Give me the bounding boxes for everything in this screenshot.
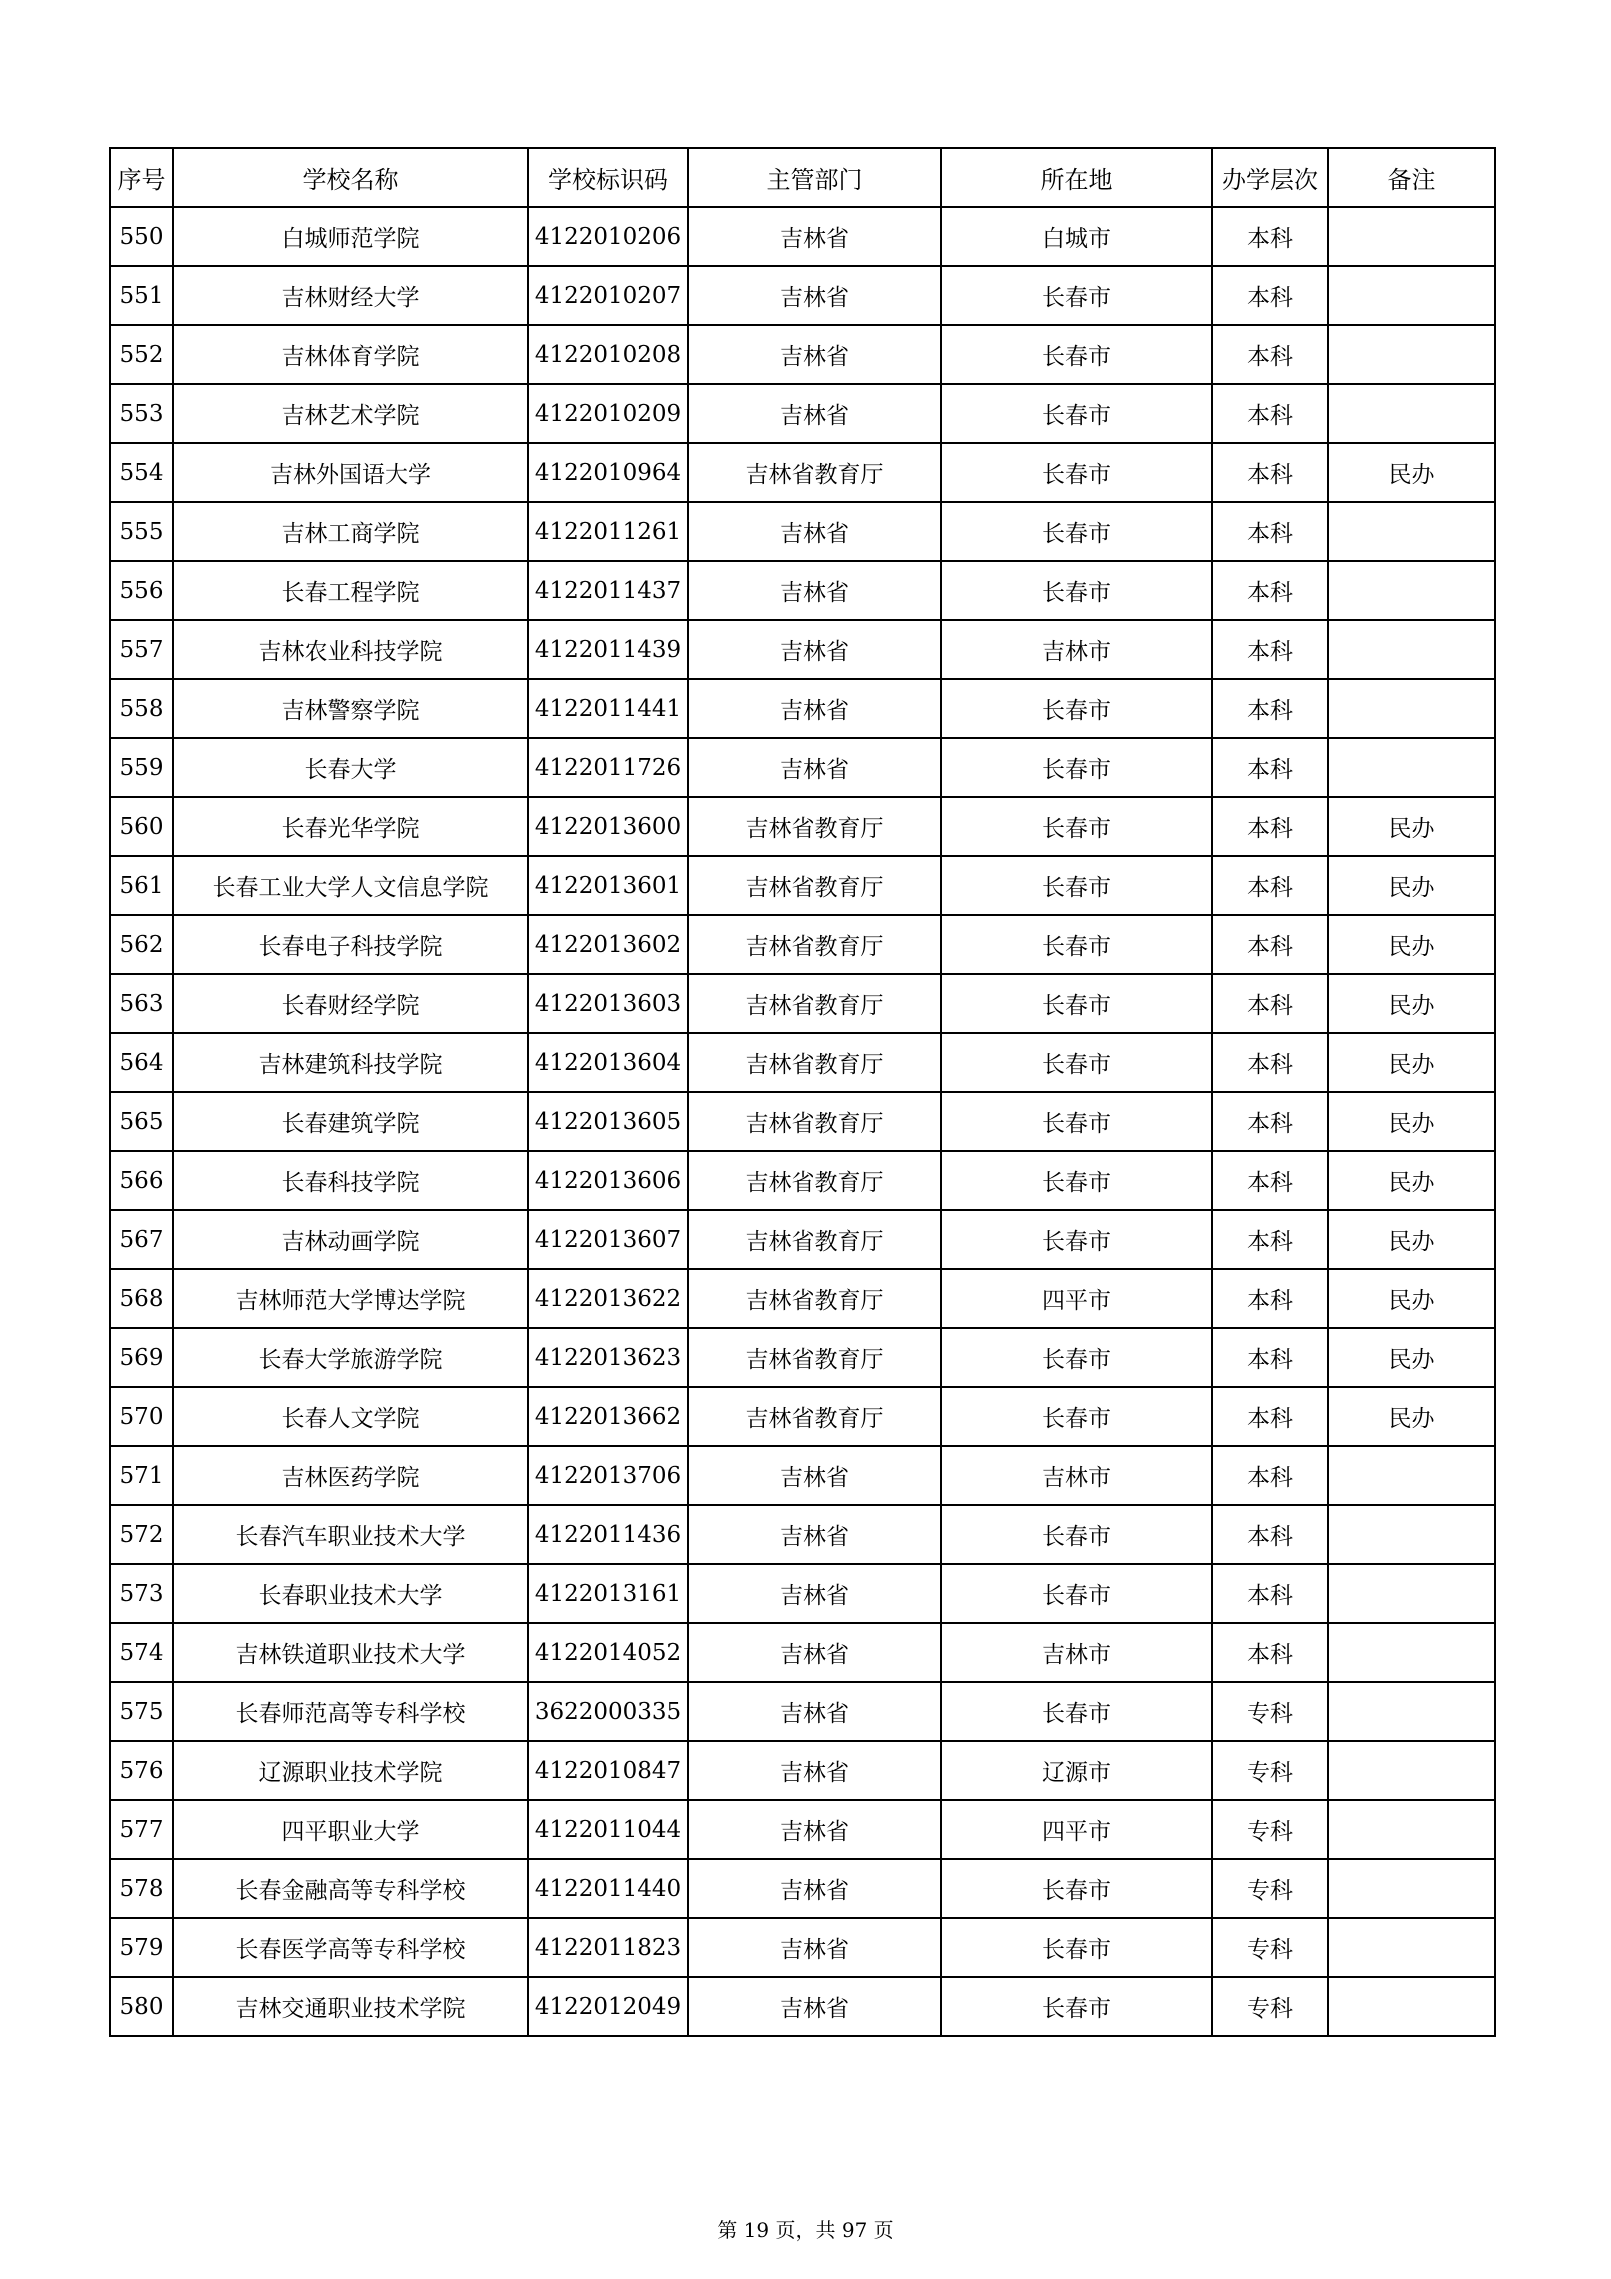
header-department: 主管部门	[688, 148, 941, 207]
table-row	[110, 856, 1495, 915]
cell-seq: 579	[110, 1918, 173, 1977]
cell-remarks: 民办	[1328, 974, 1495, 1033]
cell-location: 长春市	[941, 974, 1212, 1033]
cell-school-name: 吉林农业科技学院	[173, 620, 528, 679]
cell-department: 吉林省教育厅	[688, 443, 941, 502]
cell-remarks: 民办	[1328, 1151, 1495, 1210]
cell-level: 专科	[1212, 1741, 1328, 1800]
table-row	[110, 1210, 1495, 1269]
cell-department: 吉林省	[688, 1446, 941, 1505]
cell-level: 本科	[1212, 1623, 1328, 1682]
cell-school-code: 4122011044	[528, 1800, 688, 1859]
cell-school-code: 4122011823	[528, 1918, 688, 1977]
cell-location: 长春市	[941, 443, 1212, 502]
cell-remarks: 民办	[1328, 797, 1495, 856]
cell-school-name: 长春师范高等专科学校	[173, 1682, 528, 1741]
cell-school-code: 4122013607	[528, 1210, 688, 1269]
cell-remarks	[1328, 1918, 1495, 1977]
cell-school-code: 4122011441	[528, 679, 688, 738]
cell-seq: 566	[110, 1151, 173, 1210]
cell-location: 长春市	[941, 1151, 1212, 1210]
cell-school-name: 吉林警察学院	[173, 679, 528, 738]
cell-department: 吉林省	[688, 1505, 941, 1564]
header-school-code: 学校标识码	[528, 148, 688, 207]
cell-location: 辽源市	[941, 1741, 1212, 1800]
cell-department: 吉林省教育厅	[688, 1210, 941, 1269]
table-header-row	[110, 148, 1495, 207]
cell-school-code: 4122013606	[528, 1151, 688, 1210]
cell-department: 吉林省	[688, 1564, 941, 1623]
cell-school-code: 4122010847	[528, 1741, 688, 1800]
cell-location: 吉林市	[941, 1446, 1212, 1505]
cell-department: 吉林省	[688, 325, 941, 384]
cell-department: 吉林省教育厅	[688, 1328, 941, 1387]
header-location: 所在地	[941, 148, 1212, 207]
cell-school-name: 吉林交通职业技术学院	[173, 1977, 528, 2036]
cell-school-code: 4122013603	[528, 974, 688, 1033]
table-row	[110, 738, 1495, 797]
cell-school-name: 吉林艺术学院	[173, 384, 528, 443]
cell-level: 本科	[1212, 325, 1328, 384]
cell-school-name: 吉林建筑科技学院	[173, 1033, 528, 1092]
cell-seq: 578	[110, 1859, 173, 1918]
cell-remarks	[1328, 679, 1495, 738]
table-row	[110, 1033, 1495, 1092]
cell-seq: 554	[110, 443, 173, 502]
cell-location: 四平市	[941, 1269, 1212, 1328]
cell-department: 吉林省	[688, 502, 941, 561]
cell-level: 本科	[1212, 207, 1328, 266]
table-row	[110, 915, 1495, 974]
cell-level: 本科	[1212, 443, 1328, 502]
cell-school-code: 4122011440	[528, 1859, 688, 1918]
cell-seq: 573	[110, 1564, 173, 1623]
table-row	[110, 679, 1495, 738]
cell-location: 吉林市	[941, 1623, 1212, 1682]
cell-department: 吉林省教育厅	[688, 915, 941, 974]
page-footer: 第 19 页，共 97 页	[717, 2218, 894, 2242]
cell-level: 本科	[1212, 679, 1328, 738]
cell-school-code: 4122013706	[528, 1446, 688, 1505]
cell-seq: 576	[110, 1741, 173, 1800]
table-row	[110, 384, 1495, 443]
cell-location: 吉林市	[941, 620, 1212, 679]
cell-seq: 562	[110, 915, 173, 974]
cell-location: 长春市	[941, 797, 1212, 856]
cell-seq: 564	[110, 1033, 173, 1092]
cell-school-name: 长春金融高等专科学校	[173, 1859, 528, 1918]
cell-location: 长春市	[941, 915, 1212, 974]
cell-school-code: 4122011439	[528, 620, 688, 679]
cell-school-code: 4122013161	[528, 1564, 688, 1623]
cell-school-name: 长春电子科技学院	[173, 915, 528, 974]
cell-location: 长春市	[941, 1564, 1212, 1623]
cell-seq: 557	[110, 620, 173, 679]
cell-level: 本科	[1212, 1505, 1328, 1564]
table-row	[110, 1269, 1495, 1328]
cell-remarks	[1328, 1977, 1495, 2036]
cell-level: 本科	[1212, 915, 1328, 974]
cell-remarks	[1328, 738, 1495, 797]
cell-level: 本科	[1212, 1210, 1328, 1269]
table-row	[110, 1446, 1495, 1505]
cell-school-name: 吉林外国语大学	[173, 443, 528, 502]
cell-seq: 553	[110, 384, 173, 443]
cell-seq: 551	[110, 266, 173, 325]
cell-seq: 577	[110, 1800, 173, 1859]
cell-school-name: 吉林财经大学	[173, 266, 528, 325]
table-row	[110, 1564, 1495, 1623]
cell-location: 长春市	[941, 856, 1212, 915]
cell-remarks	[1328, 1859, 1495, 1918]
cell-school-code: 4122013602	[528, 915, 688, 974]
cell-level: 本科	[1212, 856, 1328, 915]
cell-seq: 565	[110, 1092, 173, 1151]
table-body	[110, 207, 1495, 2036]
cell-remarks: 民办	[1328, 1210, 1495, 1269]
cell-level: 本科	[1212, 797, 1328, 856]
cell-department: 吉林省教育厅	[688, 797, 941, 856]
cell-school-code: 4122011261	[528, 502, 688, 561]
header-level: 办学层次	[1212, 148, 1328, 207]
cell-remarks: 民办	[1328, 1269, 1495, 1328]
cell-seq: 570	[110, 1387, 173, 1446]
cell-department: 吉林省教育厅	[688, 1151, 941, 1210]
cell-remarks: 民办	[1328, 1092, 1495, 1151]
cell-seq: 575	[110, 1682, 173, 1741]
cell-department: 吉林省教育厅	[688, 1033, 941, 1092]
cell-department: 吉林省	[688, 1800, 941, 1859]
cell-location: 长春市	[941, 1033, 1212, 1092]
cell-department: 吉林省	[688, 1918, 941, 1977]
cell-seq: 558	[110, 679, 173, 738]
table-row	[110, 207, 1495, 266]
cell-school-code: 4122010206	[528, 207, 688, 266]
cell-department: 吉林省	[688, 1859, 941, 1918]
cell-school-name: 吉林医药学院	[173, 1446, 528, 1505]
cell-school-code: 4122013662	[528, 1387, 688, 1446]
table-row	[110, 1328, 1495, 1387]
cell-school-code: 4122013623	[528, 1328, 688, 1387]
cell-department: 吉林省	[688, 738, 941, 797]
cell-remarks	[1328, 1682, 1495, 1741]
cell-location: 长春市	[941, 1505, 1212, 1564]
cell-school-name: 长春光华学院	[173, 797, 528, 856]
table-row	[110, 1741, 1495, 1800]
cell-location: 长春市	[941, 1682, 1212, 1741]
cell-level: 本科	[1212, 384, 1328, 443]
cell-location: 长春市	[941, 1092, 1212, 1151]
cell-school-code: 4122013604	[528, 1033, 688, 1092]
cell-department: 吉林省	[688, 266, 941, 325]
cell-school-name: 长春财经学院	[173, 974, 528, 1033]
cell-school-code: 4122010209	[528, 384, 688, 443]
cell-location: 长春市	[941, 325, 1212, 384]
cell-location: 长春市	[941, 1328, 1212, 1387]
cell-location: 长春市	[941, 502, 1212, 561]
table-row	[110, 620, 1495, 679]
cell-school-code: 4122011436	[528, 1505, 688, 1564]
table-row	[110, 1800, 1495, 1859]
cell-level: 本科	[1212, 974, 1328, 1033]
cell-remarks	[1328, 325, 1495, 384]
cell-level: 专科	[1212, 1682, 1328, 1741]
cell-remarks: 民办	[1328, 856, 1495, 915]
cell-seq: 580	[110, 1977, 173, 2036]
cell-remarks	[1328, 561, 1495, 620]
table-row	[110, 1092, 1495, 1151]
cell-remarks	[1328, 1564, 1495, 1623]
cell-remarks: 民办	[1328, 1387, 1495, 1446]
cell-remarks: 民办	[1328, 1328, 1495, 1387]
cell-level: 本科	[1212, 1151, 1328, 1210]
cell-department: 吉林省	[688, 1977, 941, 2036]
cell-department: 吉林省教育厅	[688, 974, 941, 1033]
cell-department: 吉林省	[688, 1623, 941, 1682]
table-row	[110, 561, 1495, 620]
cell-school-name: 长春大学旅游学院	[173, 1328, 528, 1387]
cell-remarks	[1328, 1741, 1495, 1800]
cell-department: 吉林省	[688, 561, 941, 620]
cell-level: 专科	[1212, 1977, 1328, 2036]
cell-seq: 559	[110, 738, 173, 797]
table-row	[110, 1505, 1495, 1564]
cell-department: 吉林省	[688, 620, 941, 679]
cell-school-name: 长春职业技术大学	[173, 1564, 528, 1623]
cell-seq: 560	[110, 797, 173, 856]
cell-level: 本科	[1212, 1564, 1328, 1623]
cell-remarks	[1328, 266, 1495, 325]
cell-location: 白城市	[941, 207, 1212, 266]
cell-seq: 550	[110, 207, 173, 266]
header-remarks: 备注	[1328, 148, 1495, 207]
cell-department: 吉林省	[688, 207, 941, 266]
header-school-name: 学校名称	[173, 148, 528, 207]
cell-department: 吉林省	[688, 1741, 941, 1800]
cell-department: 吉林省教育厅	[688, 1092, 941, 1151]
cell-school-name: 吉林体育学院	[173, 325, 528, 384]
table-row	[110, 797, 1495, 856]
cell-level: 本科	[1212, 1328, 1328, 1387]
cell-remarks	[1328, 1623, 1495, 1682]
cell-level: 本科	[1212, 1387, 1328, 1446]
cell-seq: 569	[110, 1328, 173, 1387]
cell-remarks	[1328, 1446, 1495, 1505]
cell-level: 本科	[1212, 1446, 1328, 1505]
cell-level: 专科	[1212, 1918, 1328, 1977]
table-row	[110, 443, 1495, 502]
cell-school-name: 吉林铁道职业技术大学	[173, 1623, 528, 1682]
cell-remarks	[1328, 620, 1495, 679]
cell-school-name: 长春科技学院	[173, 1151, 528, 1210]
table-row	[110, 1859, 1495, 1918]
cell-level: 本科	[1212, 620, 1328, 679]
cell-location: 长春市	[941, 738, 1212, 797]
cell-seq: 561	[110, 856, 173, 915]
cell-school-name: 白城师范学院	[173, 207, 528, 266]
cell-department: 吉林省教育厅	[688, 856, 941, 915]
cell-school-name: 长春工程学院	[173, 561, 528, 620]
cell-remarks: 民办	[1328, 915, 1495, 974]
cell-school-code: 4122010208	[528, 325, 688, 384]
cell-school-name: 吉林动画学院	[173, 1210, 528, 1269]
cell-location: 长春市	[941, 266, 1212, 325]
table-row	[110, 325, 1495, 384]
table-row	[110, 974, 1495, 1033]
cell-school-name: 长春人文学院	[173, 1387, 528, 1446]
cell-department: 吉林省教育厅	[688, 1387, 941, 1446]
cell-school-name: 长春医学高等专科学校	[173, 1918, 528, 1977]
cell-seq: 571	[110, 1446, 173, 1505]
cell-location: 四平市	[941, 1800, 1212, 1859]
cell-remarks	[1328, 384, 1495, 443]
cell-department: 吉林省教育厅	[688, 1269, 941, 1328]
cell-school-code: 4122014052	[528, 1623, 688, 1682]
cell-location: 长春市	[941, 1918, 1212, 1977]
cell-remarks	[1328, 1800, 1495, 1859]
cell-school-name: 四平职业大学	[173, 1800, 528, 1859]
table-row	[110, 1918, 1495, 1977]
cell-level: 专科	[1212, 1800, 1328, 1859]
cell-seq: 552	[110, 325, 173, 384]
cell-school-code: 4122013601	[528, 856, 688, 915]
cell-level: 本科	[1212, 1269, 1328, 1328]
header-seq: 序号	[110, 148, 173, 207]
cell-level: 本科	[1212, 1033, 1328, 1092]
schools-table	[109, 147, 1496, 2037]
cell-department: 吉林省	[688, 384, 941, 443]
cell-seq: 563	[110, 974, 173, 1033]
cell-remarks: 民办	[1328, 1033, 1495, 1092]
cell-school-code: 4122013622	[528, 1269, 688, 1328]
table-row	[110, 1977, 1495, 2036]
cell-level: 本科	[1212, 1092, 1328, 1151]
table-row	[110, 266, 1495, 325]
cell-location: 长春市	[941, 1387, 1212, 1446]
cell-seq: 568	[110, 1269, 173, 1328]
cell-school-code: 4122011437	[528, 561, 688, 620]
cell-school-name: 吉林师范大学博达学院	[173, 1269, 528, 1328]
cell-seq: 572	[110, 1505, 173, 1564]
cell-school-name: 长春大学	[173, 738, 528, 797]
cell-level: 专科	[1212, 1859, 1328, 1918]
cell-school-name: 长春工业大学人文信息学院	[173, 856, 528, 915]
table-row	[110, 1387, 1495, 1446]
cell-department: 吉林省	[688, 679, 941, 738]
cell-school-name: 长春汽车职业技术大学	[173, 1505, 528, 1564]
cell-school-code: 4122013605	[528, 1092, 688, 1151]
table-row	[110, 1682, 1495, 1741]
table-row	[110, 502, 1495, 561]
cell-remarks	[1328, 207, 1495, 266]
cell-seq: 556	[110, 561, 173, 620]
cell-department: 吉林省	[688, 1682, 941, 1741]
cell-school-name: 辽源职业技术学院	[173, 1741, 528, 1800]
cell-school-code: 3622000335	[528, 1682, 688, 1741]
table-row	[110, 1151, 1495, 1210]
cell-school-name: 长春建筑学院	[173, 1092, 528, 1151]
cell-level: 本科	[1212, 561, 1328, 620]
cell-school-code: 4122011726	[528, 738, 688, 797]
cell-remarks: 民办	[1328, 443, 1495, 502]
cell-level: 本科	[1212, 738, 1328, 797]
table-row	[110, 1623, 1495, 1682]
cell-school-code: 4122013600	[528, 797, 688, 856]
cell-school-code: 4122010964	[528, 443, 688, 502]
cell-remarks	[1328, 502, 1495, 561]
cell-location: 长春市	[941, 679, 1212, 738]
cell-location: 长春市	[941, 561, 1212, 620]
cell-level: 本科	[1212, 266, 1328, 325]
cell-location: 长春市	[941, 1210, 1212, 1269]
cell-seq: 574	[110, 1623, 173, 1682]
cell-location: 长春市	[941, 1977, 1212, 2036]
cell-location: 长春市	[941, 1859, 1212, 1918]
cell-remarks	[1328, 1505, 1495, 1564]
cell-seq: 567	[110, 1210, 173, 1269]
cell-school-code: 4122010207	[528, 266, 688, 325]
cell-level: 本科	[1212, 502, 1328, 561]
cell-school-name: 吉林工商学院	[173, 502, 528, 561]
cell-school-code: 4122012049	[528, 1977, 688, 2036]
cell-seq: 555	[110, 502, 173, 561]
cell-location: 长春市	[941, 384, 1212, 443]
